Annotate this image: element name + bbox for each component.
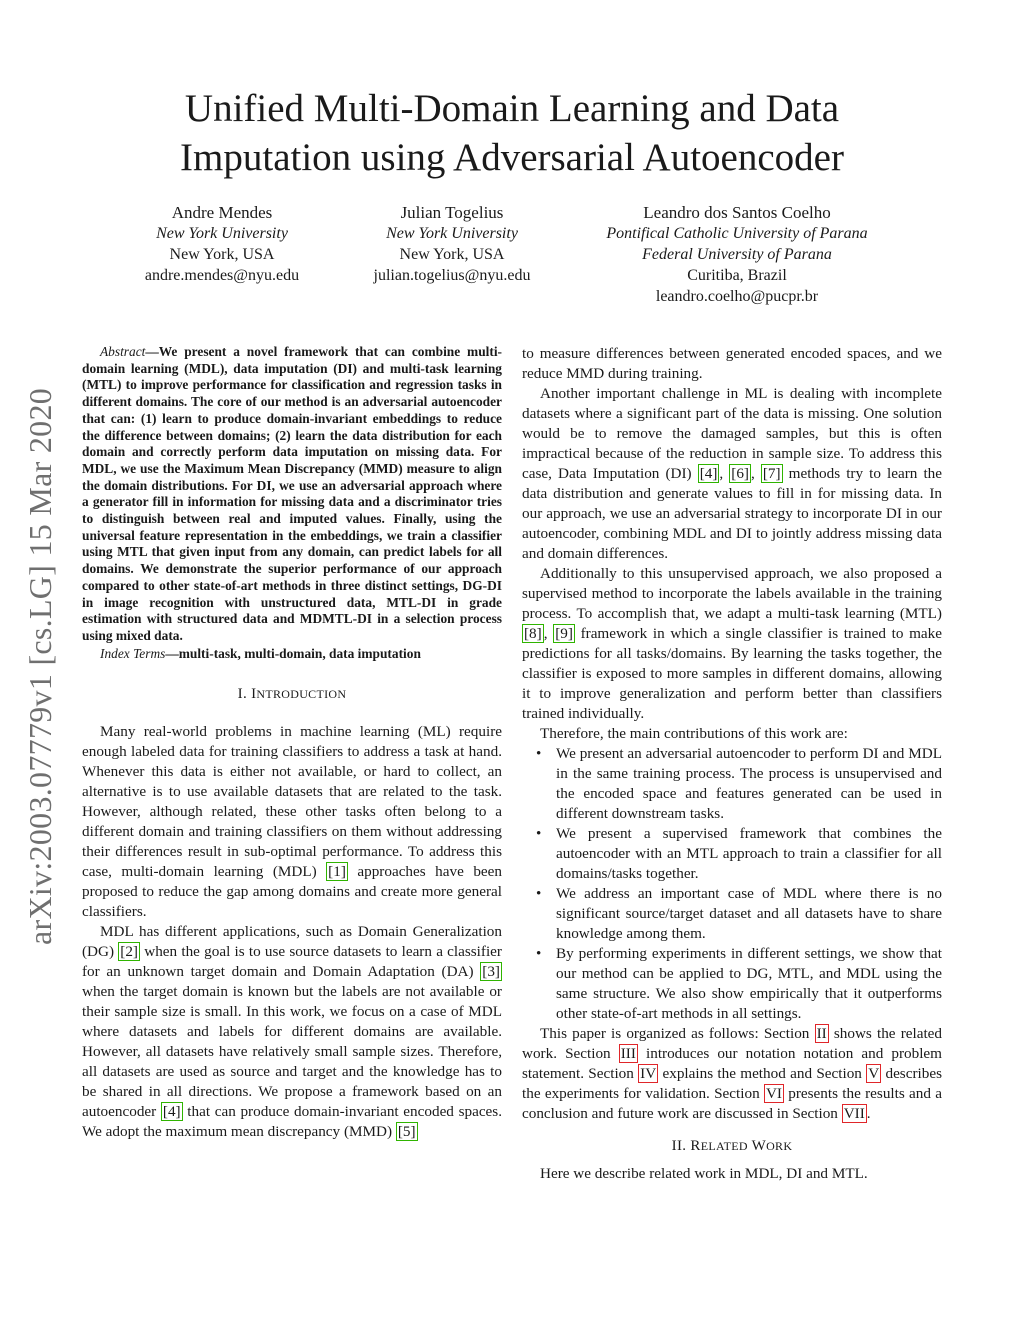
section-link[interactable]: V — [868, 1065, 880, 1082]
author-affiliation: Pontifical Catholic University of Parana — [606, 225, 868, 242]
left-column — [82, 344, 502, 1142]
author-name: Andre Mendes — [171, 203, 273, 222]
abstract-text: We present a novel framework that can combine multi-domain learning (MDL), data imputation (DI) and multi-task learning (MTL) to improve performance for classification and regression tasks in different domains. The core of our method is an adversarial autoencoder that can: (1) learn to produce domain-invariant embeddings to reduce the difference between domains; (2) learn the data distribution for each domain and correctly perform data imputation on missing data. For MDL, we use the Maximum Mean Discrepancy (MMD) measure to align the domain distributions. For DI, we use an adversarial approach where a generator fill in information for missing data and a discriminator tries to distinguish between real and imputed values. Finally, using the universal feature representation in the embeddings, we train a classifier using MTL that given input from any domain, can predict labels for all domains. We demonstrate the superior performance of our approach compared to other state-of-art methods in three distinct settings, DG-DI in image recognition with unstructured data, MTL-DI in grade estimation with structured data and MDMTL-DI in a selection process using mixed data. — [82, 344, 502, 643]
author-block — [582, 202, 892, 307]
contributions-list — [522, 744, 942, 1024]
author-name: Julian Togelius — [400, 203, 504, 222]
index-terms: Index Terms—multi-task, multi-domain, data imputation — [100, 645, 421, 661]
bullet-icon: • — [536, 945, 542, 962]
paragraph: Here we describe related work in MDL, DI and MTL. — [540, 1165, 868, 1182]
paragraph: Another important challenge in ML is dealing with incomplete datasets where a significant part of the data is missing. One solution would be to remove the damaged samples, but this is often impractical because of the reduction in sample size. To address this case, Data Imputation (DI) [4] , [6] , [7] methods try to learn the data distribution and generate values to fill in for missing data. In our approach, we use an adversarial strategy to incorporate DI in our autoencoder, combining MDL and DI to jointly address missing data and domain differences. — [522, 385, 943, 562]
citation-link[interactable]: [1] — [328, 862, 346, 880]
citation-link[interactable]: [3] — [482, 962, 500, 980]
list-item: • We present a supervised framework that combines the autoencoder with an MTL approach to train a classifier for all domains/tasks together. — [536, 825, 942, 882]
author-email: leandro.coelho@pucpr.br — [655, 288, 819, 305]
bullet-icon: • — [536, 885, 542, 902]
author-block — [122, 202, 322, 286]
author-affiliation: Federal University of Parana — [642, 246, 832, 263]
right-column — [522, 344, 942, 1184]
paragraph: to measure differences between generated encoded spaces, and we reduce MMD during training. — [522, 345, 942, 382]
index-terms-label: Index Terms — [100, 645, 166, 661]
paper-title: Unified Multi-Domain Learning and Data Imputation using Adversarial Autoencoder — [180, 87, 844, 179]
citation-link[interactable]: [9] — [555, 625, 573, 642]
section-link[interactable]: VI — [765, 1085, 782, 1102]
citation-link[interactable]: [4] — [162, 1102, 181, 1120]
author-email: andre.mendes@nyu.edu — [144, 267, 300, 284]
citation-link[interactable]: [8] — [524, 625, 542, 642]
paragraph: This paper is organized as follows: Section II shows the related work. Section III introduces our notation notation and problem statement. Section IV explains the method and Section V describes the experiments for validation. Section VI presents the results and a conclusion and future work are discussed in Section VII . — [522, 1025, 943, 1122]
section-link[interactable]: IV — [640, 1065, 657, 1082]
section-link[interactable]: II — [816, 1025, 827, 1042]
author-affiliation: New York University — [386, 225, 518, 242]
paragraph: MDL has different applications, such as Domain Generalization (DG) [2] when the goal is to use source datasets to learn a classifier for an unknown target domain and Domain Adaptation (DA) [3] when the target domain is known but the labels are not available or their sample size is small. In this work, we focus on a case of MDL where datasets and labels for different domains are available. However, all datasets have relatively small sample sizes. Therefore, all datasets are used as source and target and the knowledge has to be shared in all directions. We propose a framework based on an autoencoder [4] that can produce domain-invariant encoded spaces. We adopt the maximum mean discrepancy (MMD) [5] — [82, 922, 503, 1140]
citation-link[interactable]: [4] — [699, 465, 718, 482]
author-location: New York, USA — [399, 246, 505, 263]
author-name: Leandro dos Santos Coelho — [643, 203, 831, 222]
author-block — [352, 202, 552, 286]
bullet-icon: • — [536, 745, 542, 762]
abstract: Abstract—We present a novel framework that can combine multi-domain learning (MDL), data imputation (DI) and multi-task learning (MTL) to improve performance for classification and regression tasks in different domains. The core of our method is an adversarial autoencoder that can: (1) learn to produce domain-invariant embeddings to reduce the difference between domains; (2) learn the data distribution for each domain and correctly perform data imputation on missing data. For MDL, we use the Maximum Mean Discrepancy (MMD) measure to align the domain distributions. For DI, we use an adversarial approach where a generator fill in information for missing data and a discriminator tries to distinguish between real and imputed values. Finally, using the universal feature representation in the embeddings, we train a classifier using MTL that given input from any domain, can predict labels for all domains. We demonstrate the superior performance of our approach compared to other state-of-art methods in three distinct settings, DG-DI in image recognition with unstructured data, MTL-DI in grade estimation with structured data and MDMTL-DI in a selection process using mixed data. — [82, 344, 502, 643]
author-location: Curitiba, Brazil — [687, 267, 787, 284]
list-item: • We present an adversarial autoencoder to perform DI and MDL in the same training process. The process is unsupervised and the encoded space and features generated can be used in different downstream tasks. — [536, 745, 942, 822]
list-item: • We address an important case of MDL where there is no significant source/target dataset and all datasets have to share knowledge among them. — [536, 885, 942, 942]
section-heading-introduction: I. INTRODUCTION — [237, 685, 347, 702]
section-heading-related-work: II. RELATED WORK — [671, 1138, 793, 1154]
paragraph: Therefore, the main contributions of this work are: — [540, 725, 848, 742]
citation-link[interactable]: [2] — [120, 942, 138, 960]
citation-link[interactable]: [5] — [397, 1122, 416, 1140]
bullet-icon: • — [536, 825, 542, 842]
citation-link[interactable]: [6] — [731, 465, 749, 482]
index-terms-text: multi-task, multi-domain, data imputation — [178, 645, 421, 661]
section-link[interactable]: VII — [843, 1105, 865, 1122]
arxiv-identifier: arXiv:2003.07779v1 [cs.LG] 15 Mar 2020 — [22, 387, 58, 945]
paragraph: Additionally to this unsupervised approach, we also proposed a supervised method to incorporate the labels available in the training process. To accomplish that, we adapt a multi-task learning (MTL) [8] , [9] framework in which a single classifier is trained to make predictions for all tasks/domains. By learning the tasks together, the classifier is exposed to more samples in different domains, allowing it to improve generalization and perform better than classifiers trained individually. — [522, 565, 942, 722]
abstract-label: Abstract — [100, 344, 146, 359]
section-link[interactable]: III — [620, 1045, 636, 1062]
author-email: julian.togelius@nyu.edu — [373, 267, 531, 284]
author-location: New York, USA — [169, 246, 275, 263]
list-item: • By performing experiments in different settings, we show that our method can be applied to DG, MTL, and MDL using the same structure. We also show empirically that it outperforms other state-of-art methods in all settings. — [536, 945, 942, 1022]
paragraph: Many real-world problems in machine learning (ML) require enough labeled data for training classifiers to address a task at hand. Whenever this data is either not available, or hard to collect, an alternative is to use available datasets that are related to the task. However, although related, these other tasks often belong to a different domain and training classifiers on them without addressing their differences result in sub-optimal performance. To address this case, multi-domain learning (MDL) [1] approaches have been proposed to reduce the gap among domains and create more general classifiers. — [82, 722, 502, 920]
author-affiliation: New York University — [156, 225, 288, 242]
citation-link[interactable]: [7] — [762, 465, 781, 482]
